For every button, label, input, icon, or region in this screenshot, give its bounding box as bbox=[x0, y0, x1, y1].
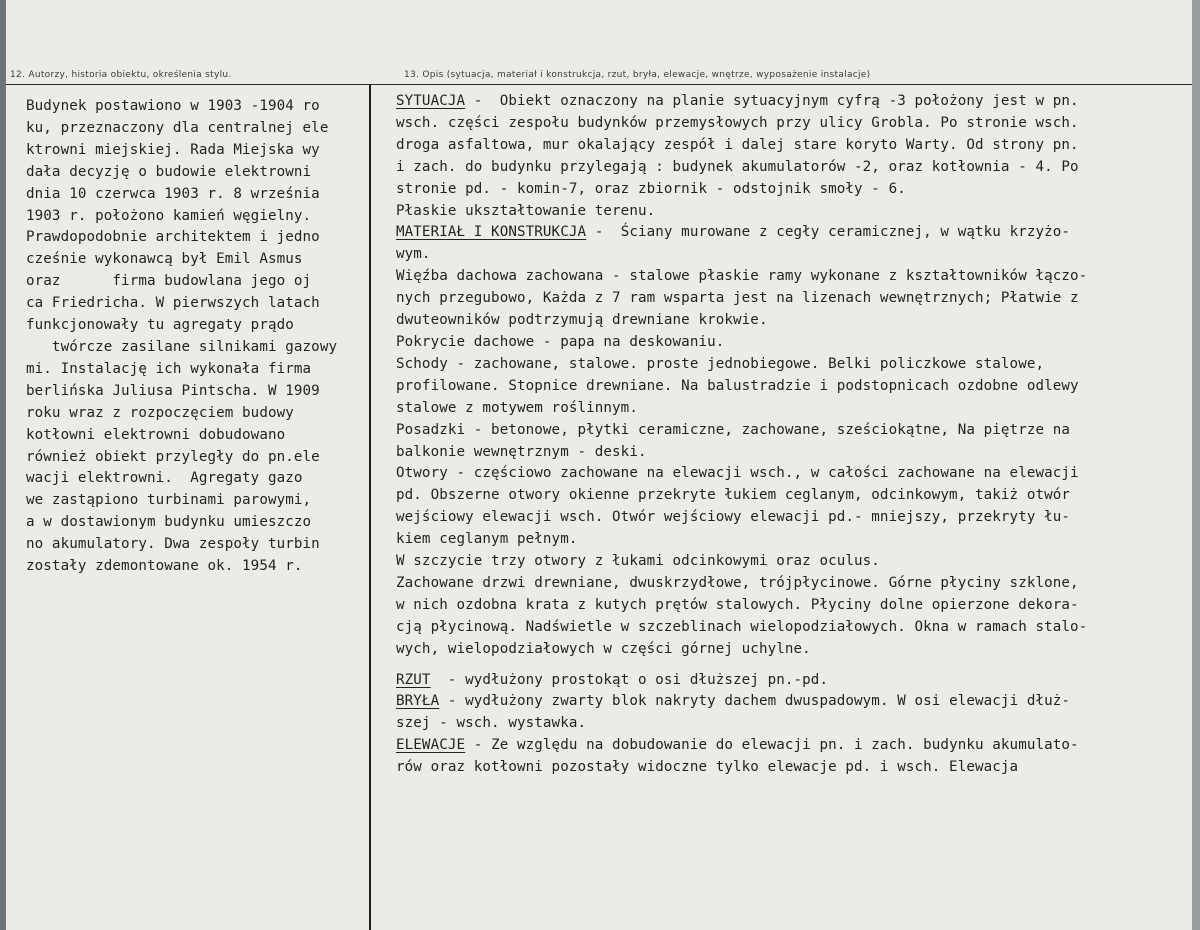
mass-text-line: szej - wsch. wystawka. bbox=[396, 715, 587, 732]
situation-text-line: stronie pd. - komin-7, oraz zbiornik - odstojnik smoły - 6. bbox=[396, 180, 906, 197]
material-text-line: wym. bbox=[396, 246, 431, 263]
elevations-first-text: - Ze względu na dobudowanie do elewacji pn. i zach. budynku akumulato- bbox=[465, 737, 1079, 754]
document-sheet bbox=[6, 0, 1200, 930]
history-text-line: twórcze zasilane silnikami gazowy bbox=[26, 338, 338, 355]
plan-first-text: - wydłużony prostokąt o osi dłuższej pn.-pd. bbox=[430, 671, 829, 688]
authors-history-column bbox=[26, 96, 371, 578]
mass-section bbox=[396, 691, 1186, 735]
history-text-line: cześnie wykonawcą był Emil Asmus bbox=[26, 251, 303, 268]
history-text-line: również obiekt przyległy do pn.ele bbox=[26, 448, 320, 465]
material-text-line: wych, wielopodziałowych w części górnej uchylne. bbox=[396, 640, 811, 657]
history-text-line: we zastąpiono turbinami parowymi, bbox=[26, 492, 312, 509]
material-text-line: nych przegubowo, Każda z 7 ram wsparta jest na lizenach wewnętrznych; Płatwie z bbox=[396, 290, 1079, 307]
history-text-line: kotłowni elektrowni dobudowano bbox=[26, 426, 286, 443]
material-text-line: Zachowane drzwi drewniane, dwuskrzydłowe, trójpłycinowe. Górne płyciny szklone, bbox=[396, 574, 1079, 591]
mass-first-text: - wydłużony zwarty blok nakryty dachem dwuspadowym. W osi elewacji dłuż- bbox=[439, 693, 1071, 710]
history-text-line: mi. Instalację ich wykonała firma bbox=[26, 360, 312, 377]
plan-heading: RZUT bbox=[396, 671, 431, 688]
history-text-line: 1903 r. położono kamień węgielny. bbox=[26, 207, 312, 224]
material-first-line bbox=[396, 222, 1186, 244]
paper-edge bbox=[1192, 0, 1200, 930]
elevations-text-line: rów oraz kotłowni pozostały widoczne tylko elewacje pd. i wsch. Elewacja bbox=[396, 759, 1019, 776]
material-text-line: dwuteowników podtrzymują drewniane krokwie. bbox=[396, 312, 768, 329]
mass-lines bbox=[396, 713, 1186, 735]
material-text-line: wejściowy elewacji wsch. Otwór wejściowy elewacji pd.- mniejszy, przekryty łu- bbox=[396, 509, 1071, 526]
situation-first-line bbox=[396, 91, 1186, 113]
material-text-line: stalowe z motywem roślinnym. bbox=[396, 399, 638, 416]
material-text-line: Schody - zachowane, stalowe. proste jednobiegowe. Belki policzkowe stalowe, bbox=[396, 355, 1045, 372]
history-text-line: ku, przeznaczony dla centralnej ele bbox=[26, 119, 329, 136]
situation-heading: SYTUACJA bbox=[396, 93, 466, 109]
history-text-line: dnia 10 czerwca 1903 r. 8 września bbox=[26, 185, 320, 202]
history-text-line: wacji elektrowni. Agregaty gazo bbox=[26, 470, 303, 487]
situation-first-text: - Obiekt oznaczony na planie sytuacyjnym cyfrą -3 położony jest w pn. bbox=[465, 93, 1079, 109]
history-text-line: dała decyzję o budowie elektrowni bbox=[26, 163, 312, 180]
material-first-text: - Ściany murowane z cegły ceramicznej, w wątku krzyżo- bbox=[586, 224, 1071, 241]
spacer bbox=[396, 661, 1186, 670]
material-lines bbox=[396, 244, 1186, 660]
elevations-heading: ELEWACJE bbox=[396, 737, 466, 754]
situation-text-line: i zach. do budynku przylegają : budynek akumulatorów -2, oraz kotłownia - 4. Po bbox=[396, 158, 1079, 175]
history-text-line: zostały zdemontowane ok. 1954 r. bbox=[26, 558, 303, 575]
material-text-line: w nich ozdobna krata z kutych prętów stalowych. Płyciny dolne opierzone dekora- bbox=[396, 596, 1079, 613]
material-section bbox=[396, 222, 1186, 660]
mass-heading: BRYŁA bbox=[396, 693, 440, 710]
situation-text-line: droga asfaltowa, mur okalający zespół i dalej stare koryto Warty. Od strony pn. bbox=[396, 136, 1079, 153]
elevations-section bbox=[396, 735, 1186, 779]
material-text-line: balkonie wewnętrznym - deski. bbox=[396, 443, 647, 460]
history-text-line: funkcjonowały tu agregaty prądo bbox=[26, 317, 294, 334]
plan-first-line bbox=[396, 670, 1186, 692]
plan-section bbox=[396, 670, 1186, 692]
material-text-line: Pokrycie dachowe - papa na deskowaniu. bbox=[396, 333, 725, 350]
history-text-line: Prawdopodobnie architektem i jedno bbox=[26, 229, 320, 246]
section-12-header: 12. Autorzy, historia obiektu, określenia stylu. bbox=[10, 70, 232, 80]
elevations-first-line bbox=[396, 735, 1186, 757]
history-text-line: a w dostawionym budynku umieszczo bbox=[26, 514, 312, 531]
history-text-line: ktrowni miejskiej. Rada Miejska wy bbox=[26, 141, 320, 158]
history-text-line: Budynek postawiono w 1903 -1904 ro bbox=[26, 98, 320, 114]
material-text-line: Otwory - częściowo zachowane na elewacji wsch., w całości zachowane na elewacji bbox=[396, 465, 1079, 482]
situation-text-line: Płaskie ukształtowanie terenu. bbox=[396, 202, 656, 219]
situation-section bbox=[396, 91, 1186, 222]
situation-lines bbox=[396, 113, 1186, 223]
material-text-line: kiem ceglanym pełnym. bbox=[396, 531, 578, 548]
description-column bbox=[396, 91, 1186, 779]
history-text-line: oraz firma budowlana jego oj bbox=[26, 273, 312, 290]
history-text-line: berlińska Juliusa Pintscha. W 1909 bbox=[26, 382, 320, 399]
material-text-line: profilowane. Stopnice drewniane. Na balustradzie i podstopnicach ozdobne odlewy bbox=[396, 377, 1079, 394]
section-13-header: 13. Opis (sytuacja, materiał i konstrukcja, rzut, bryła, elewacje, wnętrze, wyposażenie instalacje) bbox=[404, 70, 871, 80]
material-text-line: W szczycie trzy otwory z łukami odcinkowymi oraz oculus. bbox=[396, 553, 880, 570]
material-text-line: Więźba dachowa zachowana - stalowe płaskie ramy wykonane z kształtowników łączo- bbox=[396, 268, 1088, 285]
history-text-line: no akumulatory. Dwa zespoły turbin bbox=[26, 536, 320, 553]
material-heading: MATERIAŁ I KONSTRUKCJA bbox=[396, 224, 587, 241]
elevations-lines bbox=[396, 757, 1186, 779]
header-rule bbox=[6, 84, 1200, 85]
material-text-line: pd. Obszerne otwory okienne przekryte łukiem ceglanym, odcinkowym, takiż otwór bbox=[396, 487, 1071, 504]
situation-text-line: wsch. części zespołu budynków przemysłowych przy ulicy Grobla. Po stronie wsch. bbox=[396, 114, 1079, 131]
material-text-line: cją płycinową. Nadświetle w szczeblinach wielopodziałowych. Okna w ramach stalo- bbox=[396, 618, 1088, 635]
history-text-line: ca Friedricha. W pierwszych latach bbox=[26, 295, 320, 312]
history-text-line: roku wraz z rozpoczęciem budowy bbox=[26, 404, 294, 421]
mass-first-line bbox=[396, 691, 1186, 713]
material-text-line: Posadzki - betonowe, płytki ceramiczne, zachowane, sześciokątne, Na piętrze na bbox=[396, 421, 1071, 438]
